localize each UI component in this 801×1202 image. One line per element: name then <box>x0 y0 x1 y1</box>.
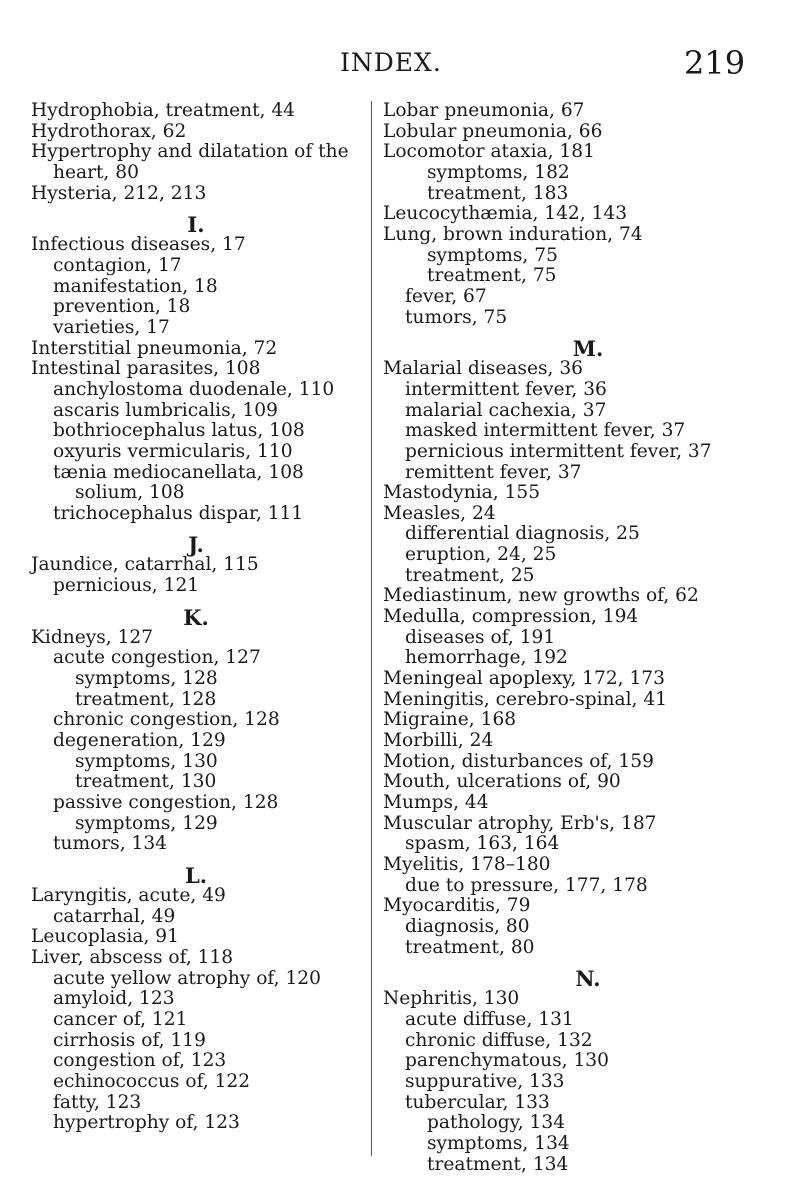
index-subentry: ascaris lumbricalis, 109 <box>53 399 278 421</box>
index-subentry: anchylostoma duodenale, 110 <box>53 378 335 400</box>
index-entry: Leucocythæmia, 142, 143 <box>383 203 628 225</box>
index-subentry: hemorrhage, 192 <box>405 647 568 669</box>
index-subentry: treatment, 80 <box>405 936 535 958</box>
index-subentry: catarrhal, 49 <box>53 905 176 927</box>
page-header <box>0 44 801 84</box>
index-subentry: eruption, 24, 25 <box>405 544 557 566</box>
section-letter: L. <box>184 863 208 888</box>
index-entry: Jaundice, catarrhal, 115 <box>31 554 259 576</box>
index-entry: Infectious diseases, 17 <box>31 234 246 256</box>
index-entry: Interstitial pneumonia, 72 <box>31 337 278 359</box>
index-subentry: solium, 108 <box>75 482 185 504</box>
index-entry: Kidneys, 127 <box>31 626 154 648</box>
index-subentry: chronic congestion, 128 <box>53 709 280 731</box>
index-subentry: diagnosis, 80 <box>405 915 530 937</box>
index-subentry: echinococcus of, 122 <box>53 1070 251 1092</box>
index-subentry: symptoms, 134 <box>427 1132 570 1154</box>
index-subentry: congestion of, 123 <box>53 1050 227 1072</box>
index-subentry: tænia mediocanellata, 108 <box>53 461 304 483</box>
index-entry: Measles, 24 <box>383 502 496 524</box>
index-entry: Leucoplasia, 91 <box>31 926 179 948</box>
index-subentry: symptoms, 75 <box>427 244 558 266</box>
index-subentry: suppurative, 133 <box>405 1070 565 1092</box>
index-entry: Mumps, 44 <box>383 792 489 813</box>
index-subentry: varieties, 17 <box>53 316 170 338</box>
index-subentry: oxyuris vermicularis, 110 <box>53 440 293 462</box>
index-entry: Hydrothorax, 62 <box>31 120 187 142</box>
index-subentry: cirrhosis of, 119 <box>53 1029 206 1051</box>
running-title: INDEX. <box>340 48 442 77</box>
index-entry: Migraine, 168 <box>383 709 517 731</box>
index-subentry: pernicious intermittent fever, 37 <box>405 440 712 462</box>
index-entry: Locomotor ataxia, 181 <box>383 141 595 163</box>
index-entry: Mediastinum, new growths of, 62 <box>383 585 699 607</box>
index-subentry: cancer of, 121 <box>53 1008 188 1030</box>
index-subentry: fatty, 123 <box>53 1091 142 1113</box>
index-subentry: treatment, 25 <box>405 564 535 586</box>
index-entry: Mouth, ulcerations of, 90 <box>383 771 621 793</box>
index-entry: Medulla, compression, 194 <box>383 606 639 628</box>
index-subentry: treatment, 134 <box>427 1153 569 1175</box>
left-index-column <box>31 101 361 1134</box>
index-subentry: symptoms, 182 <box>427 161 570 183</box>
index-entry: Morbilli, 24 <box>383 730 494 752</box>
index-subentry: treatment, 75 <box>427 265 557 287</box>
index-entry: Malarial diseases, 36 <box>383 358 583 380</box>
index-entry: Hypertrophy and dilatation of the <box>31 141 349 163</box>
index-subentry: parenchymatous, 130 <box>405 1050 609 1072</box>
index-subentry: tumors, 134 <box>53 833 168 855</box>
index-subentry: chronic diffuse, 132 <box>405 1029 593 1051</box>
index-entry: Lung, brown induration, 74 <box>383 223 643 245</box>
index-subentry: heart, 80 <box>53 161 139 183</box>
section-letter: N. <box>575 966 601 992</box>
index-entry: Myelitis, 178–180 <box>383 853 551 875</box>
index-subentry: passive congestion, 128 <box>53 792 279 814</box>
index-subentry: treatment, 128 <box>75 688 217 710</box>
index-entry: Lobular pneumonia, 66 <box>383 120 603 142</box>
right-index-column <box>383 101 793 1175</box>
index-entry: Meningeal apoplexy, 172, 173 <box>383 668 665 690</box>
index-entry: Liver, abscess of, 118 <box>31 946 234 968</box>
index-subentry: degeneration, 129 <box>53 730 226 752</box>
index-subentry: tumors, 75 <box>405 306 508 328</box>
index-entry: Hydrophobia, treatment, 44 <box>31 100 296 121</box>
index-entry: Nephritis, 130 <box>383 988 520 1010</box>
index-subentry: trichocephalus dispar, 111 <box>53 502 304 524</box>
index-subentry: symptoms, 128 <box>75 668 218 690</box>
page-number: 219 <box>684 44 746 82</box>
index-entry: Lobar pneumonia, 67 <box>383 100 585 121</box>
index-entry: Myocarditis, 79 <box>383 895 531 917</box>
index-entry: Muscular atrophy, Erb's, 187 <box>383 812 657 834</box>
index-subentry: remittent fever, 37 <box>405 461 582 483</box>
index-subentry: amyloid, 123 <box>53 988 175 1010</box>
section-letter: M. <box>572 336 604 362</box>
index-subentry: fever, 67 <box>405 285 487 307</box>
index-subentry: intermittent fever, 36 <box>405 378 607 400</box>
index-entry: Laryngitis, acute, 49 <box>31 885 226 906</box>
index-subentry: due to pressure, 177, 178 <box>405 874 648 896</box>
index-subentry: contagion, 17 <box>53 254 182 276</box>
section-letter: K. <box>183 604 209 630</box>
index-subentry: hypertrophy of, 123 <box>53 1112 240 1134</box>
section-letter: J. <box>188 532 204 558</box>
index-subentry: prevention, 18 <box>53 296 191 318</box>
index-subentry: symptoms, 130 <box>75 750 218 772</box>
index-subentry: acute diffuse, 131 <box>405 1008 574 1030</box>
index-subentry: acute congestion, 127 <box>53 647 261 669</box>
index-subentry: bothriocephalus latus, 108 <box>53 420 305 442</box>
index-subentry: treatment, 130 <box>75 771 217 793</box>
index-entry: Motion, disturbances of, 159 <box>383 750 654 772</box>
index-subentry: pernicious, 121 <box>53 575 200 597</box>
index-subentry: masked intermittent fever, 37 <box>405 420 686 442</box>
index-entry: Intestinal parasites, 108 <box>31 358 261 380</box>
index-subentry: acute yellow atrophy of, 120 <box>53 967 321 989</box>
index-subentry: differential diagnosis, 25 <box>405 523 640 545</box>
column-divider <box>371 101 372 1156</box>
index-entry: Hysteria, 212, 213 <box>31 182 207 204</box>
index-subentry: symptoms, 129 <box>75 812 218 834</box>
section-letter: I. <box>187 212 205 238</box>
index-subentry: treatment, 183 <box>427 182 569 204</box>
index-subentry: tubercular, 133 <box>405 1091 550 1113</box>
index-subentry: malarial cachexia, 37 <box>405 399 607 421</box>
index-entry: Meningitis, cerebro-spinal, 41 <box>383 688 668 710</box>
index-subentry: spasm, 163, 164 <box>405 833 560 855</box>
index-subentry: pathology, 134 <box>427 1112 566 1134</box>
index-subentry: manifestation, 18 <box>53 275 218 297</box>
index-entry: Mastodynia, 155 <box>383 482 541 504</box>
index-subentry: diseases of, 191 <box>405 626 556 648</box>
